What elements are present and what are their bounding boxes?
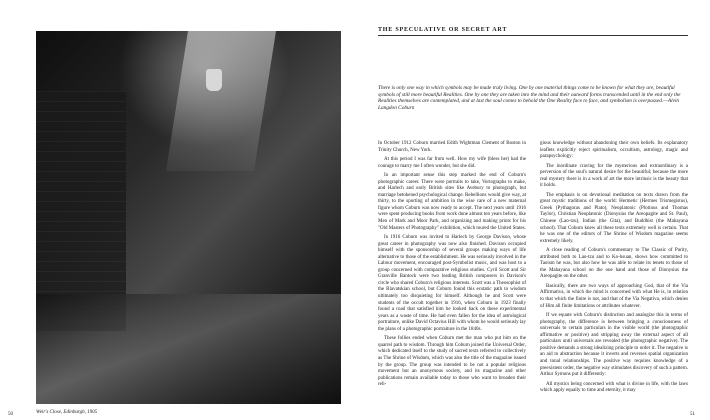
paragraph: Basically, there are two ways of approaching God, that of the Via Affirmativa, in which the mind is concerned with what He is, in relation to that which the finite is not, and that of the Via Negativa, which denies of Him all finite limitations or attributes whatever.	[540, 283, 688, 309]
text-column-right	[540, 141, 688, 398]
paragraph: The inordinate craving for the mysterious and extraordinary is a perversion of the soul's natural desire for the beautiful; because the more real mystery there is in a work of art the more intrinsic is the beauty that it holds.	[540, 163, 688, 189]
light-shaft	[166, 31, 276, 171]
paragraph: gious knowledge without abandoning their own beliefs. Its explanatory leaflets explicitly reject spiritualism, occultism, astrology, magic and parapsychology:	[540, 141, 688, 160]
paragraph: In an important sense this step marked the end of Coburn's photographic career. There were portraits to take, Vortographs to make, and Harlech and early British sites like Avebury to photograph, but marriage betokened psychological change. Rebellions would give way, at thirty, to the sporting of ambition in the wise care of a new maternal figure whom Coburn was now ready to accept. The next years until 1916 were spent producing books from work done almost ten years before, like Men of Mark and Moor Park, and organizing and making prints for his "Old Masters of Photography" exhibition, which toured the United States.	[378, 173, 526, 231]
paragraph: A close reading of Coburn's commentary to The Classic of Purity, attributed both to Lao-tzu and to Ko-hsuan, shows how committed to Taoism he was, but also how he was able to relate its tenets to those of the Mahayana school on the one hand and those of Dionysius the Areopagite on the other.	[540, 248, 688, 280]
epigraph: There is only one way in which symbols may be made truly living. One by one material things come to be known for what they are, beautiful symbols of still more beautiful Realities. One by one they are taken into the mind and their outward forms transcended until in the end only the Realities themselves are contemplated, and at last the soul comes to behold the One Reality face to face, and symbolism is overpassed.—Alvin Langdon Coburn	[378, 85, 681, 111]
left-page	[0, 0, 354, 420]
running-header: THE SPECULATIVE OR SECRET ART	[378, 27, 688, 36]
photo-caption: Weir's Close, Edinburgh, 1905	[36, 410, 98, 415]
text-column-left	[378, 141, 526, 392]
paragraph: In 1916 Coburn was invited to Harlech by George Davison, whose great career in photography was now also finished. Davison occupied himself with the sponsorship of several groups making ways of life alternative to those of the establishment. He was seriously involved in the Labour movement, encouraged post-Symbolist music, and was host to a group concerned with comparative religious studies. Cyril Scott and Sir Granville Bantock were two leading British composers in Davison's circle who shared Coburn's religious interests. Scott was a Theosophist of the Blavatskian school, but Coburn found this ecstatic path to wisdom ultimately too disquieting for himself. Although he and Scott were students of the occult together in 1916, when Coburn in 1923 finally found a road that satisfied him he looked back on these experimental years as a waste of time. He had even fallen for the idea of astrological portraiture, unlike David Octavius Hill with whom he would seriously lay the plans of a photographic portraiture in the 1840s.	[378, 235, 526, 332]
paragraph: The emphasis is on devotional meditation on texts drawn from the great mystic traditions of the world: Hermetic (Hermes Trismegistus), Greek (Pythagoras and Plato), Neoplatonic (Plotinus and Thomas Taylor), Christian Neoplatonic (Dionysius the Areopagite and St. Paul), Chinese (Lao-tzu), Indian (the Gita), and Buddhist (the Mahayana school). That Coburn knew all these texts extremely well is certain. That he was one of the editors of The Shrine of Wisdom magazine seems extremely likely.	[540, 192, 688, 244]
paragraph: At this period I was far from well. How my wife (bless her) had the courage to marry me I often wonder, but she did.	[378, 157, 526, 169]
paragraph: These follies ended when Coburn met the man who put him on the quarrel path to wisdom. Through him Coburn joined the Universal Order, which dedicated itself to the study of sacred texts referred to collectively as The Shrine of Wisdom, which was also the title of the magazine issued by the group. The group was intended to be not a popular religious movement but an anonymous society, and its magazine and other publications remain available today to those who want to broaden their reli-	[378, 336, 526, 388]
paragraph: All mystics being concerned with what is divine in life, with the laws which apply equally to time and eternity, it may	[540, 381, 688, 394]
paragraph: If we equate with Coburn's distinction and analogize this in terms of photography, the difference is between bringing a consciousness of universals to certain particulars in the visible world (the photographic affirmative or positive) and stripping away the external aspect of all particulars until universals are revealed (the photographic negative). The positive demands a strong idealizing principle to order it. The negative is an aid to abstraction because it inverts and reverses spatial organization and tonal relationships. The positive way requires knowledge of a preexistent order, the negative way stimulates discovery of such a pattern. Arthur Symons put it differently:	[540, 313, 688, 378]
page-number-left: 50	[8, 412, 13, 417]
alley-photograph	[36, 31, 341, 404]
right-page	[356, 0, 710, 420]
lamp-icon	[206, 69, 222, 91]
paragraph: In October 1912 Coburn married Edith Wightman Clement of Boston in Trinity Church, New York.	[378, 141, 526, 153]
cobbled-floor	[36, 294, 341, 404]
page-number-right: 51	[690, 412, 695, 417]
